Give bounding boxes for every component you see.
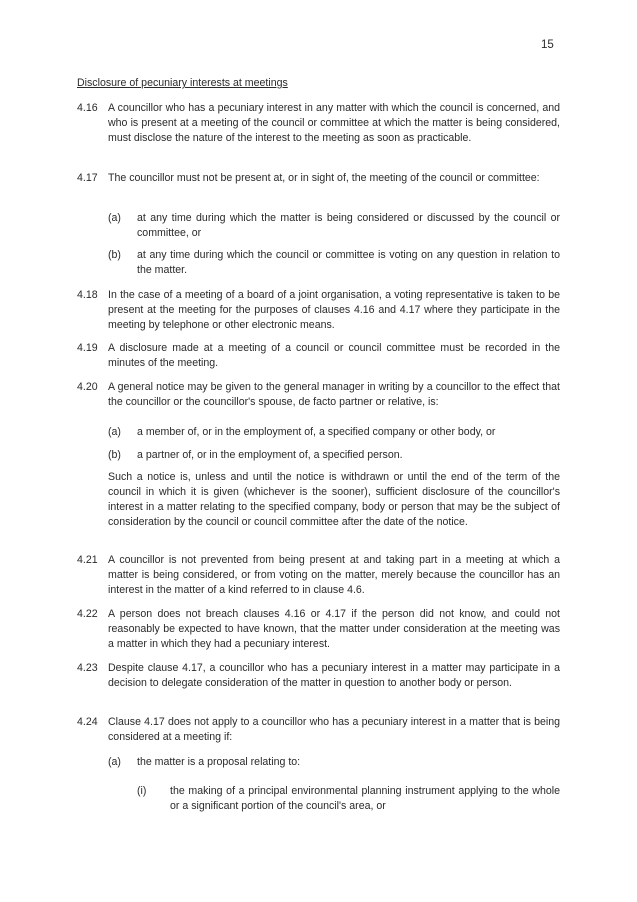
clause-number: 4.20 <box>77 381 98 393</box>
clause-4-16 <box>77 101 560 146</box>
clause-4-20-note: Such a notice is, unless and until the notice is withdrawn or until the end of the term of the council in which it is given (whichever is the sooner), sufficient disclosure of the councillor's interest in a matter relating to the specified company, body or person that may be the subject of consideration by the council or council committee after the date of the notice. <box>108 471 560 529</box>
item-label: (a) <box>108 426 121 438</box>
clause-text: A councillor is not prevented from being present at and taking part in a meeting at which a matter is being considered, or from voting on the matter, merely because the councillor has an interest in the matter of a kind referred to in clause 4.6. <box>108 554 560 597</box>
clause-text: A person does not breach clauses 4.16 or 4.17 if the person did not know, and could not reasonably be expected to have known, that the matter under consideration at the meeting was a matter in which they had a pecuniary interest. <box>108 608 560 651</box>
clause-number: 4.22 <box>77 608 98 620</box>
clause-4-20 <box>77 380 560 410</box>
item-label: (b) <box>108 449 121 461</box>
clause-number: 4.24 <box>77 716 98 728</box>
clause-text: Despite clause 4.17, a councillor who has a pecuniary interest in a matter may participate in a decision to delegate consideration of the matter in question to another body or person. <box>108 662 560 690</box>
clause-4-17-a <box>108 211 560 241</box>
clause-4-23 <box>77 661 560 691</box>
item-text: a member of, or in the employment of, a specified company or other body, or <box>137 426 496 438</box>
clause-4-24 <box>77 715 560 745</box>
clause-number: 4.19 <box>77 342 98 354</box>
clause-number: 4.17 <box>77 172 98 184</box>
clause-4-20-a <box>108 425 560 440</box>
clause-4-17-b <box>108 248 560 278</box>
clause-number: 4.18 <box>77 289 98 301</box>
item-text: at any time during which the council or committee is voting on any question in relation to the matter. <box>137 249 560 277</box>
clause-text: The councillor must not be present at, or in sight of, the meeting of the council or committee: <box>108 172 540 184</box>
page-number: 15 <box>541 39 554 51</box>
clause-4-17 <box>77 171 560 186</box>
clause-text: A disclosure made at a meeting of a council or council committee must be recorded in the minutes of the meeting. <box>108 342 560 370</box>
item-label: (a) <box>108 212 121 224</box>
clause-4-22 <box>77 607 560 652</box>
clause-number: 4.23 <box>77 662 98 674</box>
clause-text: A councillor who has a pecuniary interest in any matter with which the council is concerned, and who is present at a meeting of the council or committee at which the matter is being considered, must disclose the nature of the interest to the meeting as soon as practicable. <box>108 102 560 145</box>
clause-text: In the case of a meeting of a board of a joint organisation, a voting representative is taken to be present at the meeting for the purposes of clauses 4.16 and 4.17 where they participate in the meeting by telephone or other electronic means. <box>108 289 560 332</box>
item-text: at any time during which the matter is being considered or discussed by the council or committee, or <box>137 212 560 240</box>
item-label: (i) <box>137 785 147 797</box>
clause-number: 4.21 <box>77 554 98 566</box>
item-text: a partner of, or in the employment of, a specified person. <box>137 449 403 461</box>
clause-4-21 <box>77 553 560 598</box>
clause-number: 4.16 <box>77 102 98 114</box>
item-label: (a) <box>108 756 121 768</box>
clause-4-19 <box>77 341 560 371</box>
item-label: (b) <box>108 249 121 261</box>
clause-text: Clause 4.17 does not apply to a councillor who has a pecuniary interest in a matter that is being considered at a meeting if: <box>108 716 560 744</box>
item-text: the matter is a proposal relating to: <box>137 756 301 768</box>
clause-4-24-a <box>108 755 560 770</box>
clause-4-18 <box>77 288 560 333</box>
clause-text: A general notice may be given to the general manager in writing by a councillor to the effect that the councillor or the councillor's spouse, de facto partner or relative, is: <box>108 381 560 409</box>
clause-4-20-b <box>108 448 560 463</box>
section-heading: Disclosure of pecuniary interests at meetings <box>77 77 288 89</box>
item-text: the making of a principal environmental planning instrument applying to the whole or a significant portion of the council's area, or <box>170 785 560 813</box>
clause-4-24-a-i <box>137 784 560 814</box>
